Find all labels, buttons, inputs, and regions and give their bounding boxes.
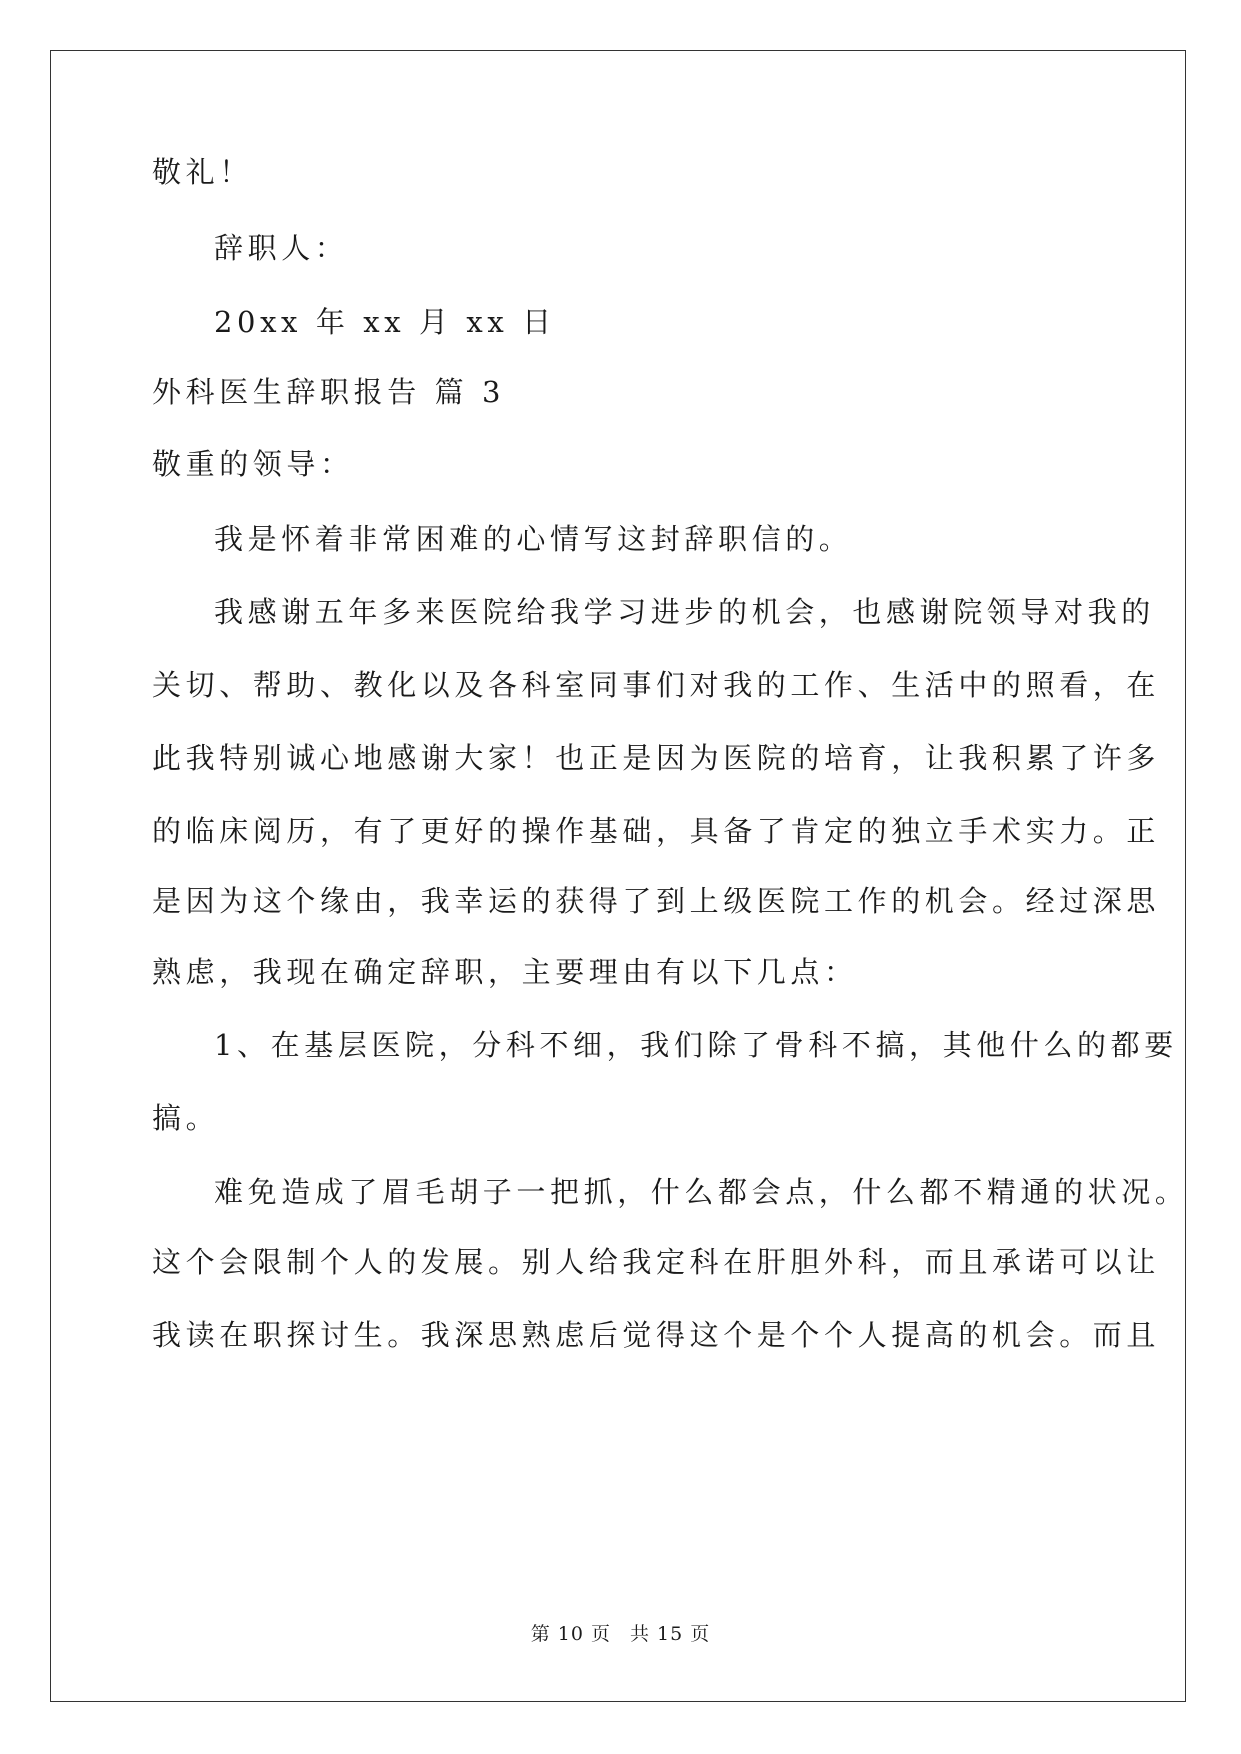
paragraph-line: 1、在基层医院，分科不细，我们除了骨科不搞，其他什么的都要: [214, 1028, 1178, 1062]
paragraph-line: 我感谢五年多来医院给我学习进步的机会，也感谢院领导对我的: [214, 595, 1155, 629]
page-number: 第 10 页: [530, 1623, 611, 1645]
paragraph-line: 难免造成了眉毛胡子一把抓，什么都会点，什么都不精通的状况。: [214, 1175, 1189, 1209]
paragraph-line: 是因为这个缘由，我幸运的获得了到上级医院工作的机会。经过深思: [152, 884, 1161, 918]
paragraph-line: 此我特别诚心地感谢大家！也正是因为医院的培育，让我积累了许多: [152, 741, 1161, 775]
paragraph-line: 这个会限制个人的发展。别人给我定科在肝胆外科，而且承诺可以让: [152, 1245, 1161, 1279]
paragraph-line: 熟虑，我现在确定辞职，主要理由有以下几点：: [152, 955, 858, 989]
date-line: 20xx 年 xx 月 xx 日: [214, 305, 556, 339]
paragraph-line: 关切、帮助、教化以及各科室同事们对我的工作、生活中的照看，在: [152, 668, 1161, 702]
closing-salutation: 敬礼！: [152, 155, 253, 189]
signature-label: 辞职人：: [214, 231, 349, 265]
paragraph-line: 我是怀着非常困难的心情写这封辞职信的。: [214, 522, 853, 556]
page-footer: [0, 1622, 1241, 1646]
paragraph-line: 搞。: [152, 1101, 220, 1135]
page-border: [50, 50, 1189, 1702]
section-heading: 外科医生辞职报告 篇 3: [152, 375, 506, 409]
paragraph-line: 的临床阅历，有了更好的操作基础，具备了肯定的独立手术实力。正: [152, 814, 1161, 848]
paragraph-line: 我读在职探讨生。我深思熟虑后觉得这个是个个人提高的机会。而且: [152, 1318, 1161, 1352]
greeting: 敬重的领导：: [152, 447, 354, 481]
page-total: 共 15 页: [630, 1623, 711, 1645]
